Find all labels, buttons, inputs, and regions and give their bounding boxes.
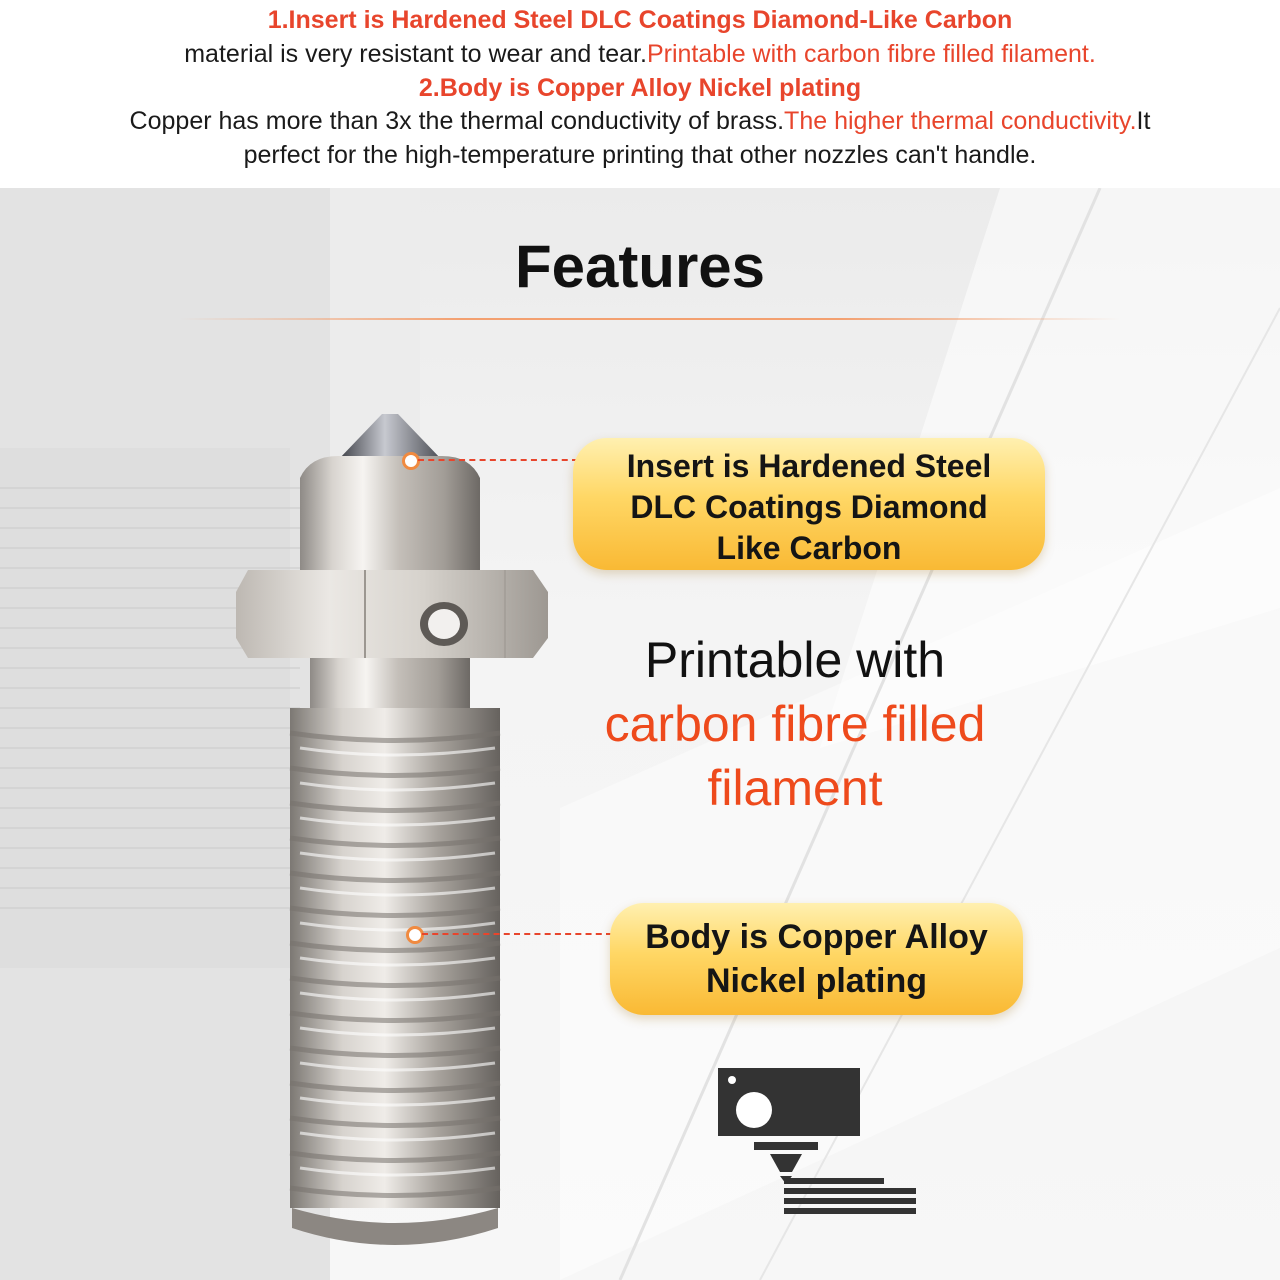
insert-badge-line2: DLC Coatings Diamond <box>630 489 988 525</box>
body-badge-line2: Nickel plating <box>705 962 928 1000</box>
insert-badge-line1: Insert is Hardened Steel <box>626 448 992 484</box>
intro-line-perfect: perfect for the high-temperature printing that other nozzles can't handle. <box>243 141 1037 169</box>
3d-printer-icon <box>712 1054 922 1214</box>
body-callout-dot <box>406 926 424 944</box>
body-callout-line <box>422 933 612 935</box>
printable-line3: filament <box>707 760 883 816</box>
intro-copper-text: Copper has more than 3x the thermal conductivity of brass. <box>129 107 785 135</box>
nozzle-illustration <box>0 188 640 1280</box>
intro-conductivity-text: The higher thermal conductivity. <box>784 107 1137 135</box>
intro-text-block <box>0 0 1280 188</box>
features-scene <box>0 188 1280 1280</box>
printable-line2: carbon fibre filled <box>604 696 986 752</box>
intro-line-insert: 1.Insert is Hardened Steel DLC Coatings Diamond-Like Carbon <box>267 6 1013 34</box>
insert-callout-line <box>418 459 578 461</box>
insert-callout-dot <box>402 452 420 470</box>
insert-badge-line3: Like Carbon <box>716 530 902 566</box>
printable-line1: Printable with <box>644 632 946 688</box>
intro-line-wear <box>0 38 1280 70</box>
intro-it-text: It <box>1136 107 1151 135</box>
printable-text <box>560 628 1030 820</box>
intro-line-copper <box>0 105 1280 137</box>
body-badge-line1: Body is Copper Alloy <box>645 918 988 956</box>
intro-printable-text: Printable with carbon fibre filled filament. <box>646 40 1096 68</box>
insert-badge <box>573 438 1045 570</box>
intro-wear-text: material is very resistant to wear and tear. <box>184 40 647 68</box>
intro-line-body: 2.Body is Copper Alloy Nickel plating <box>418 74 862 102</box>
features-title: Features <box>514 233 766 300</box>
body-badge <box>610 903 1023 1015</box>
